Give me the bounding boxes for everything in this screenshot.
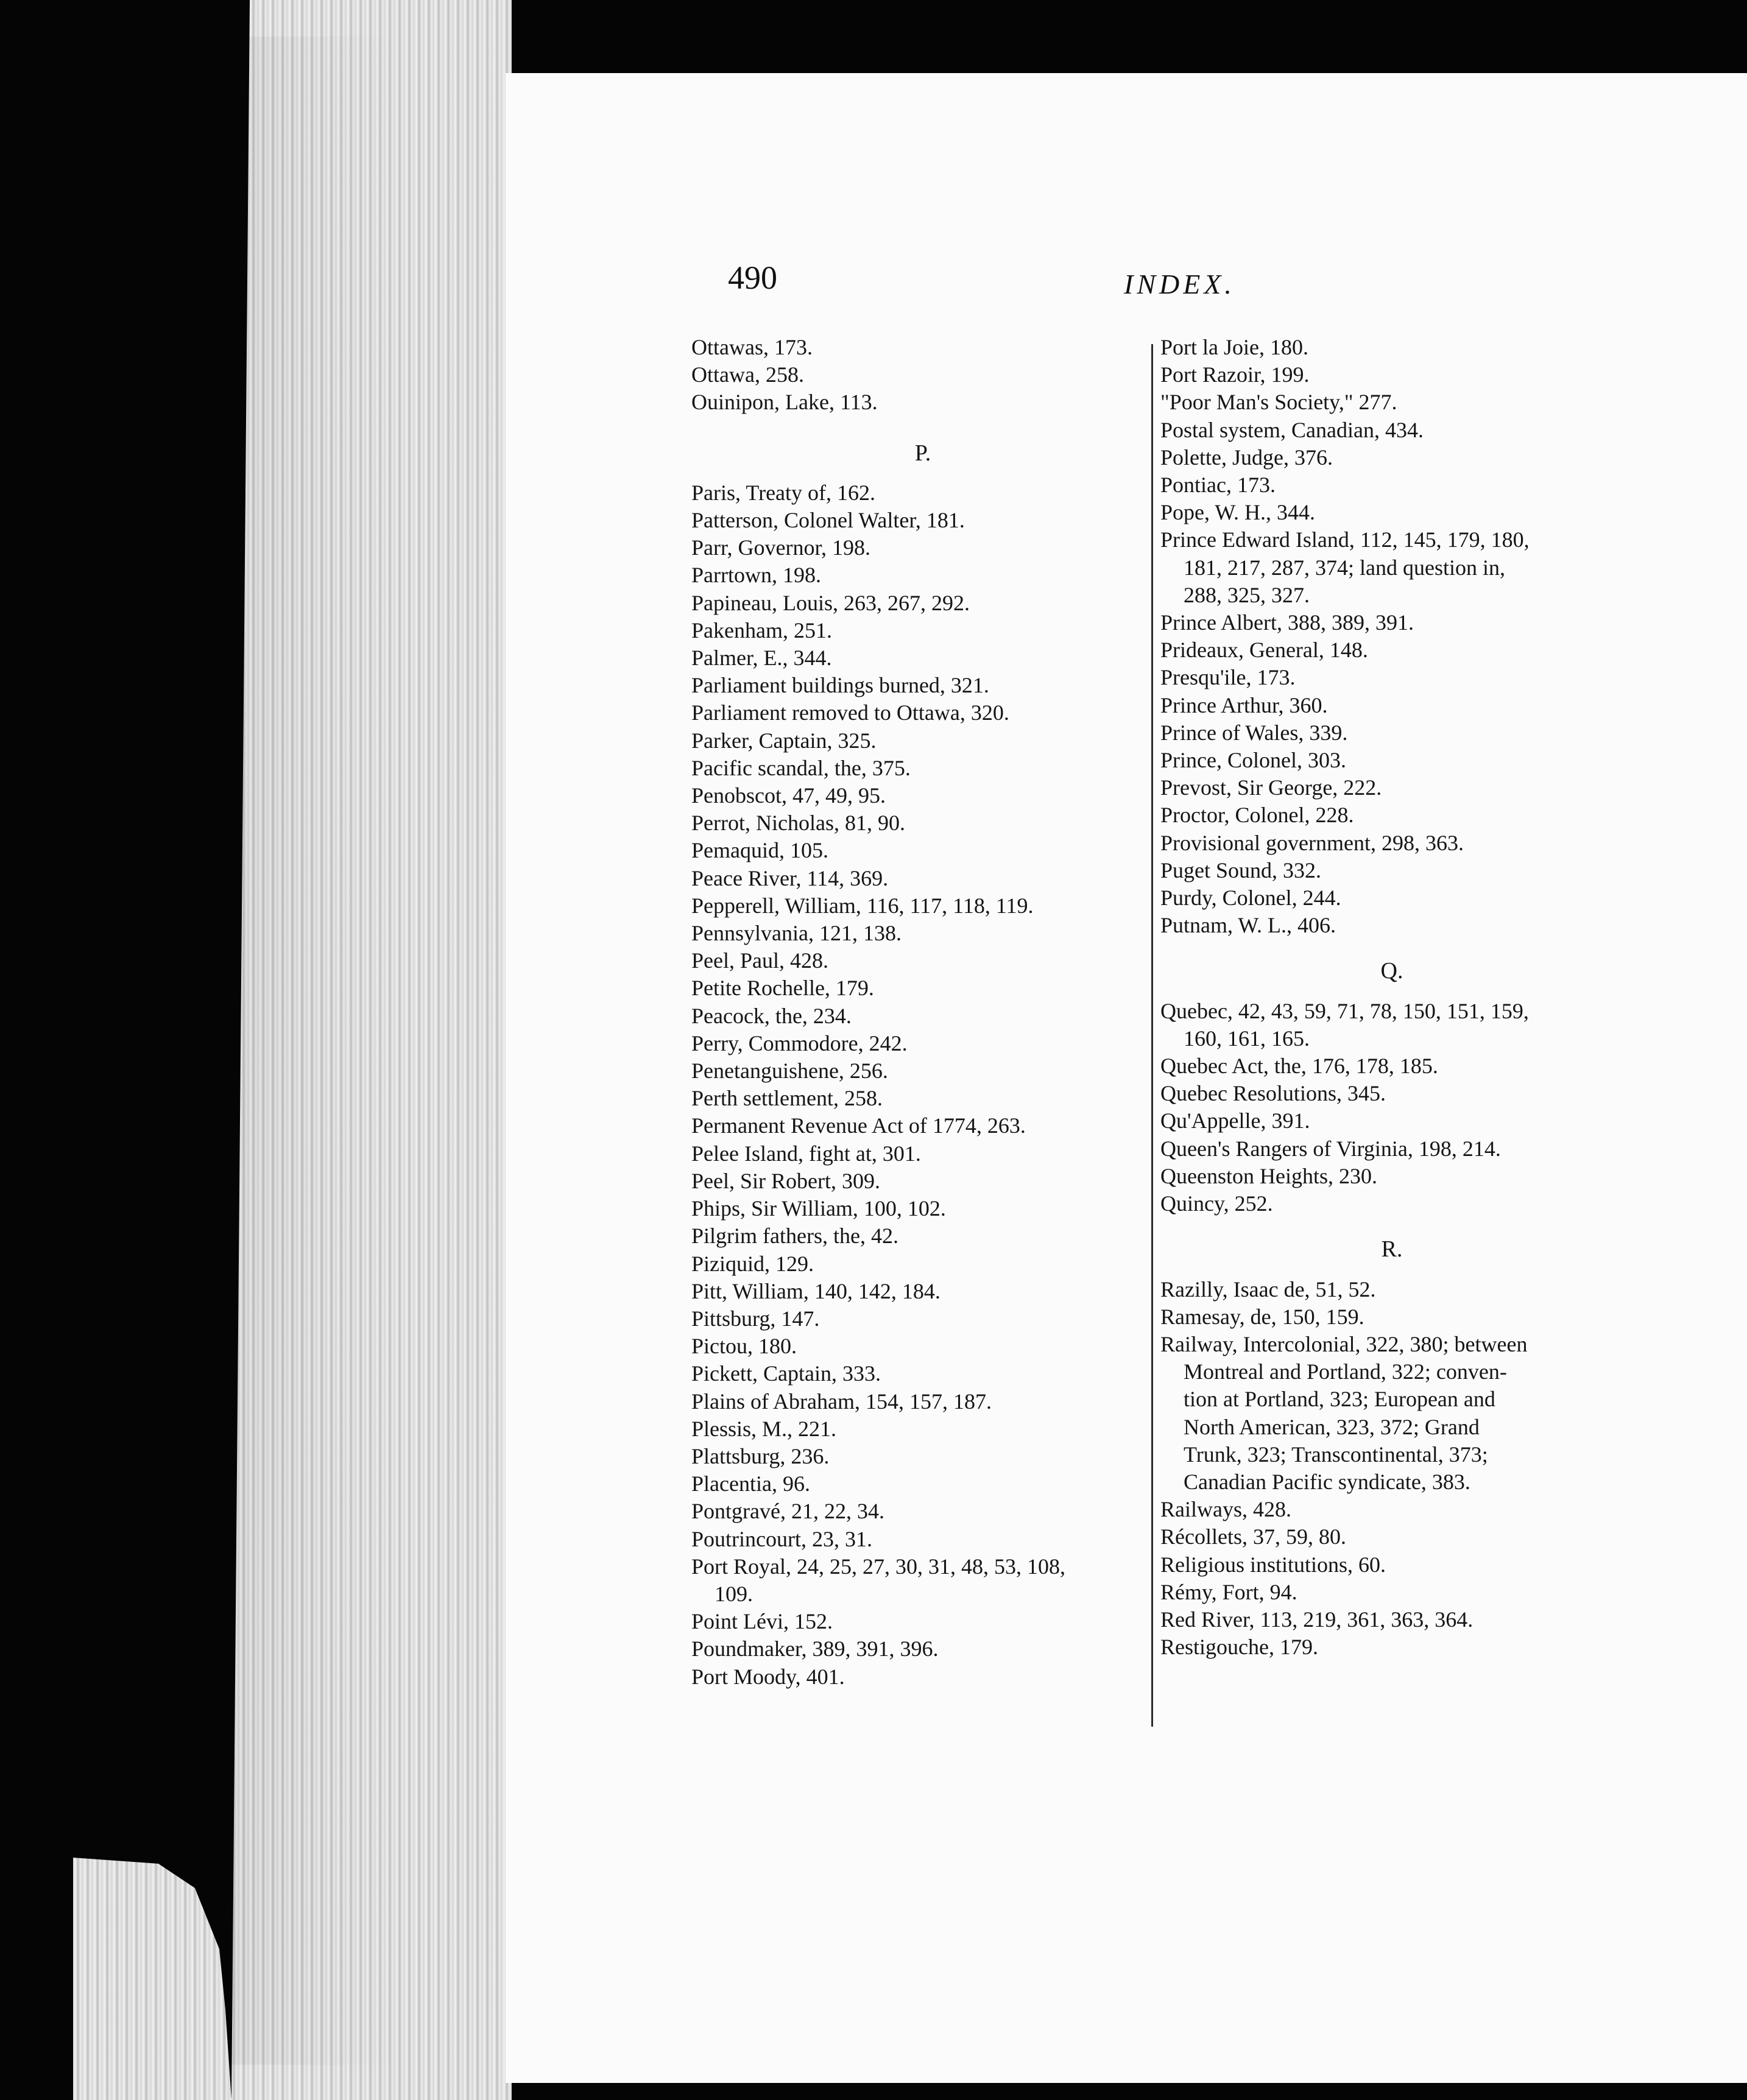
- index-entry: Pontiac, 173.: [1160, 473, 1276, 498]
- index-entry: Point Lévi, 152.: [691, 1609, 833, 1634]
- index-entry: "Poor Man's Society," 277.: [1160, 390, 1397, 415]
- index-entry: Prince Arthur, 360.: [1160, 692, 1328, 717]
- index-entry: Patterson, Colonel Walter, 181.: [691, 508, 965, 533]
- index-entry: Religious institutions, 60.: [1160, 1552, 1386, 1577]
- index-entry-continuation: 160, 161, 165.: [1184, 1026, 1310, 1051]
- index-entry: Provisional government, 298, 363.: [1160, 830, 1464, 855]
- index-entry: Queen's Rangers of Virginia, 198, 214.: [1160, 1136, 1501, 1161]
- index-entry: Récollets, 37, 59, 80.: [1160, 1524, 1346, 1549]
- index-entry: Parr, Governor, 198.: [691, 535, 871, 560]
- index-entry: Prince Edward Island, 112, 145, 179, 180,: [1160, 527, 1530, 552]
- index-entry: Port Razoir, 199.: [1160, 362, 1310, 387]
- index-entry-continuation: Canadian Pacific syndicate, 383.: [1184, 1469, 1470, 1494]
- index-entry: Peel, Sir Robert, 309.: [691, 1168, 880, 1193]
- index-entry: Parker, Captain, 325.: [691, 728, 877, 753]
- index-entry: Papineau, Louis, 263, 267, 292.: [691, 590, 970, 615]
- index-entry: Quebec, 42, 43, 59, 71, 78, 150, 151, 159,: [1160, 998, 1529, 1023]
- index-entry: Prince Albert, 388, 389, 391.: [1160, 610, 1414, 635]
- index-entry: Pilgrim fathers, the, 42.: [691, 1224, 898, 1249]
- index-entry: Port Moody, 401.: [691, 1664, 845, 1689]
- index-entry: Permanent Revenue Act of 1774, 263.: [691, 1113, 1026, 1138]
- index-entry-continuation: North American, 323, 372; Grand: [1184, 1414, 1480, 1439]
- index-entry: Peel, Paul, 428.: [691, 948, 828, 973]
- index-entry: Perth settlement, 258.: [691, 1086, 883, 1111]
- index-entry: Piziquid, 129.: [691, 1251, 814, 1276]
- index-entry: Prideaux, General, 148.: [1160, 638, 1368, 663]
- section-letter-r: R.: [1381, 1236, 1403, 1263]
- index-entry: Peacock, the, 234.: [691, 1003, 852, 1028]
- index-entry: Pepperell, William, 116, 117, 118, 119.: [691, 893, 1034, 918]
- index-entry: Proctor, Colonel, 228.: [1160, 803, 1354, 828]
- index-entry: Puget Sound, 332.: [1160, 858, 1322, 883]
- index-entry-continuation: Trunk, 323; Transcontinental, 373;: [1184, 1442, 1488, 1467]
- index-entry: Peace River, 114, 369.: [691, 865, 889, 890]
- index-entry: Polette, Judge, 376.: [1160, 445, 1333, 470]
- section-letter-p: P.: [914, 440, 931, 466]
- index-entry-continuation: 109.: [715, 1581, 753, 1606]
- index-entry: Perry, Commodore, 242.: [691, 1031, 908, 1055]
- index-entry: Petite Rochelle, 179.: [691, 976, 874, 1001]
- index-entry: Placentia, 96.: [691, 1471, 810, 1496]
- index-entry: Phips, Sir William, 100, 102.: [691, 1196, 946, 1221]
- index-entry: Port Royal, 24, 25, 27, 30, 31, 48, 53, 108,: [691, 1554, 1066, 1579]
- section-letter-q: Q.: [1380, 958, 1403, 984]
- index-entry: Perrot, Nicholas, 81, 90.: [691, 811, 905, 836]
- page-edge-shadow: [231, 37, 506, 2065]
- index-entry: Rémy, Fort, 94.: [1160, 1579, 1297, 1604]
- index-entry: Pakenham, 251.: [691, 618, 832, 643]
- index-entry: Pemaquid, 105.: [691, 838, 828, 863]
- index-entry: Presqu'ile, 173.: [1160, 665, 1296, 690]
- index-entry: Port la Joie, 180.: [1160, 335, 1308, 359]
- index-entry: Postal system, Canadian, 434.: [1160, 417, 1424, 442]
- index-entry: Quebec Resolutions, 345.: [1160, 1081, 1386, 1106]
- index-entry: Palmer, E., 344.: [691, 646, 832, 671]
- index-column-right: [1160, 334, 1623, 1661]
- index-entry: Pictou, 180.: [691, 1334, 797, 1359]
- index-entry: Pittsburg, 147.: [691, 1306, 820, 1331]
- index-entry: Prevost, Sir George, 222.: [1160, 775, 1382, 800]
- index-entry: Purdy, Colonel, 244.: [1160, 886, 1341, 911]
- index-entry: Quincy, 252.: [1160, 1191, 1273, 1216]
- index-entry-continuation: tion at Portland, 323; European and: [1184, 1387, 1495, 1412]
- index-entry: Pontgravé, 21, 22, 34.: [691, 1499, 884, 1524]
- index-entry: Razilly, Isaac de, 51, 52.: [1160, 1277, 1376, 1302]
- index-entry: Ottawas, 173.: [691, 335, 813, 359]
- index-entry: Plattsburg, 236.: [691, 1443, 830, 1468]
- index-entry: Ottawa, 258.: [691, 362, 804, 387]
- index-entry: Prince of Wales, 339.: [1160, 720, 1348, 745]
- index-entry: Pacific scandal, the, 375.: [691, 755, 911, 780]
- index-entry: Prince, Colonel, 303.: [1160, 748, 1346, 773]
- index-entry: Parrtown, 198.: [691, 563, 821, 588]
- index-entry-continuation: Montreal and Portland, 322; conven-: [1184, 1359, 1507, 1384]
- index-entry: Poundmaker, 389, 391, 396.: [691, 1637, 939, 1661]
- index-column-left: [691, 334, 1154, 1691]
- index-entry: Pickett, Captain, 333.: [691, 1361, 881, 1386]
- index-entry: Queenston Heights, 230.: [1160, 1163, 1377, 1188]
- index-entry: Restigouche, 179.: [1160, 1635, 1318, 1660]
- index-entry: Penetanguishene, 256.: [691, 1059, 888, 1083]
- index-entry: Railways, 428.: [1160, 1497, 1291, 1522]
- index-entry: Paris, Treaty of, 162.: [691, 480, 876, 505]
- index-entry: Plessis, M., 221.: [691, 1416, 837, 1441]
- index-entry: Qu'Appelle, 391.: [1160, 1108, 1310, 1133]
- index-entry: Quebec Act, the, 176, 178, 185.: [1160, 1054, 1438, 1079]
- index-entry-continuation: 288, 325, 327.: [1184, 582, 1310, 607]
- index-entry-continuation: 181, 217, 287, 374; land question in,: [1184, 555, 1505, 580]
- index-entry: Plains of Abraham, 154, 157, 187.: [691, 1389, 992, 1414]
- index-entry: Red River, 113, 219, 361, 363, 364.: [1160, 1607, 1473, 1632]
- index-entry: Ramesay, de, 150, 159.: [1160, 1304, 1364, 1329]
- index-entry: Parliament buildings burned, 321.: [691, 673, 989, 698]
- index-entry: Pope, W. H., 344.: [1160, 500, 1316, 525]
- index-entry: Penobscot, 47, 49, 95.: [691, 783, 886, 808]
- page-number: 490: [728, 259, 777, 296]
- running-title: INDEX.: [1124, 269, 1235, 300]
- index-entry: Pennsylvania, 121, 138.: [691, 921, 902, 946]
- index-entry: Parliament removed to Ottawa, 320.: [691, 700, 1009, 725]
- index-entry: Pelee Island, fight at, 301.: [691, 1141, 921, 1166]
- index-entry: Railway, Intercolonial, 322, 380; between: [1160, 1331, 1528, 1356]
- index-entry: Poutrincourt, 23, 31.: [691, 1526, 872, 1551]
- index-entry: Ouinipon, Lake, 113.: [691, 390, 878, 415]
- index-entry: Pitt, William, 140, 142, 184.: [691, 1278, 941, 1303]
- index-entry: Putnam, W. L., 406.: [1160, 913, 1336, 938]
